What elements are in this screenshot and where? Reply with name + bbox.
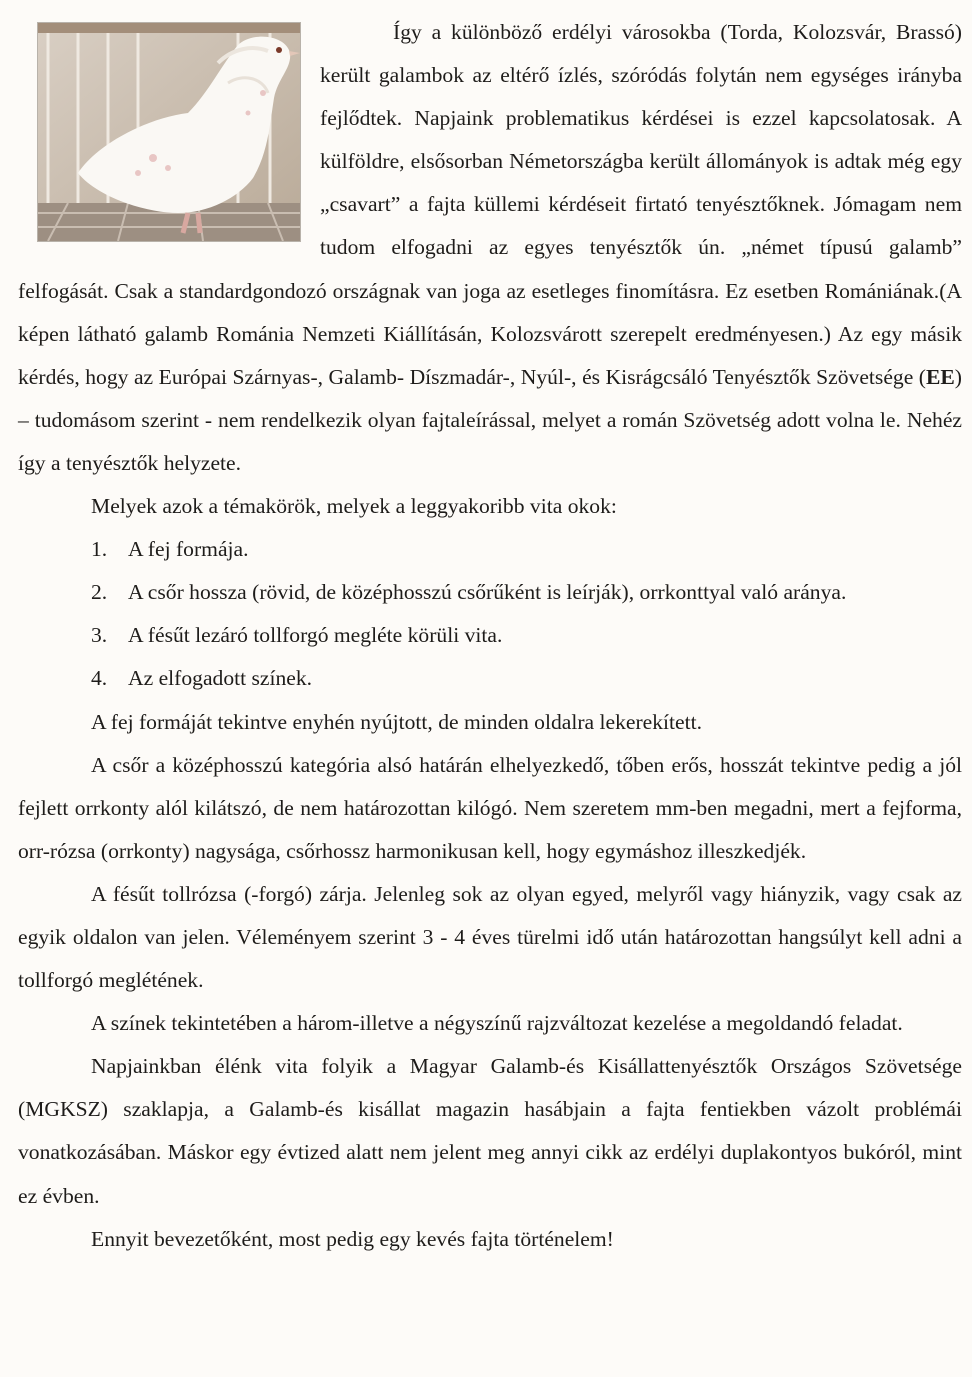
pigeon-photo	[37, 22, 301, 242]
ee-abbrev: EE	[925, 364, 955, 389]
paragraph-debate: Napjainkban élénk vita folyik a Magyar Galamb-és Kisállattenyésztők Országos Szövetsége (MGKSZ) szaklapja, a Galamb-és kisállat magazin hasábjain a fajta fentiekben vázolt problémái vonatkozásában. Máskor egy évtized alatt nem jelent meg annyi cikk az erdélyi duplakontyos bukóról, mint ez évben.	[18, 1054, 962, 1208]
paragraph-intro-text: Így a különböző erdélyi városokba (Torda, Kolozsvár, Brassó) került galambok az eltérő ízlés, szóródás folytán nem egységes irányba fejlődtek. Napjaink problematikus kérdései is ezzel kapcsolatosak. A külföldre, elsősorban Németországba került állományok is adtak még egy „csavart” a fajta küllemi kérdéseit firtató tenyésztőknek. Jómagam nem tudom elfogadni az egyes tenyésztők ún. „német típusú galamb” felfogását. Csak a standardgondozó országnak van joga az esetleges finomításra. Ez esetben Romániának.(A képen látható galamb Románia Nemzeti Kiállításán, Kolozsvárott szerepelt eredményesen.) Az egy másik kérdés, hogy az Európai Szárnyas-, Galamb- Díszmadár-, Nyúl-, és Kisrágcsáló Tenyésztők Szövetsége (	[18, 20, 962, 389]
list-item: 1. A fej formája.	[91, 537, 249, 562]
paragraph-closing: Ennyit bevezetőként, most pedig egy kevés fajta történelem!	[91, 1226, 614, 1251]
topics-intro: Melyek azok a témakörök, melyek a leggyakoribb vita okok:	[91, 494, 617, 519]
list-item: 4. Az elfogadott színek.	[91, 666, 313, 691]
paragraph-intro-tail: ) – tudomásom szerint - nem rendelkezik olyan fajtaleírással, melyet a román Szövetség adott volna le. Nehéz így a tenyésztők helyzete.	[18, 364, 962, 475]
paragraph-intro	[18, 11, 962, 485]
paragraph-beak: A csőr a középhosszú kategória alsó határán elhelyezkedő, tőben erős, hosszát tekintve pedig a jól fejlett orrkonty alól kilátszó, de nem határozottan kilógó. Nem szeretem mm-ben megadni, mert a fejforma, orr-rózsa (orrkonty) nagysága, csőrhossz harmonikusan kell, hogy egymáshoz illeszkedjék.	[18, 752, 962, 863]
paragraph-crest: A fésűt tollrózsa (-forgó) zárja. Jelenleg sok az olyan egyed, melyről vagy hiányzik, vagy csak az egyik oldalon van jelen. Véleményem szerint 3 - 4 éves türelmi idő után határozottan hangsúlyt kell adni a tollforgó meglétének.	[18, 881, 962, 993]
topics-list	[18, 528, 962, 700]
paragraph-head-shape: A fej formáját tekintve enyhén nyújtott, de minden oldalra lekerekített.	[91, 709, 703, 734]
list-item: 3. A fésűt lezáró tollforgó megléte körüli vita.	[91, 623, 503, 648]
paragraph-colors: A színek tekintetében a három-illetve a négyszínű rajzváltozat kezelése a megoldandó feladat.	[91, 1011, 903, 1036]
list-item: 2. A csőr hossza (rövid, de középhosszú csőrűként is leírják), orrkonttyal való aránya.	[91, 580, 847, 605]
